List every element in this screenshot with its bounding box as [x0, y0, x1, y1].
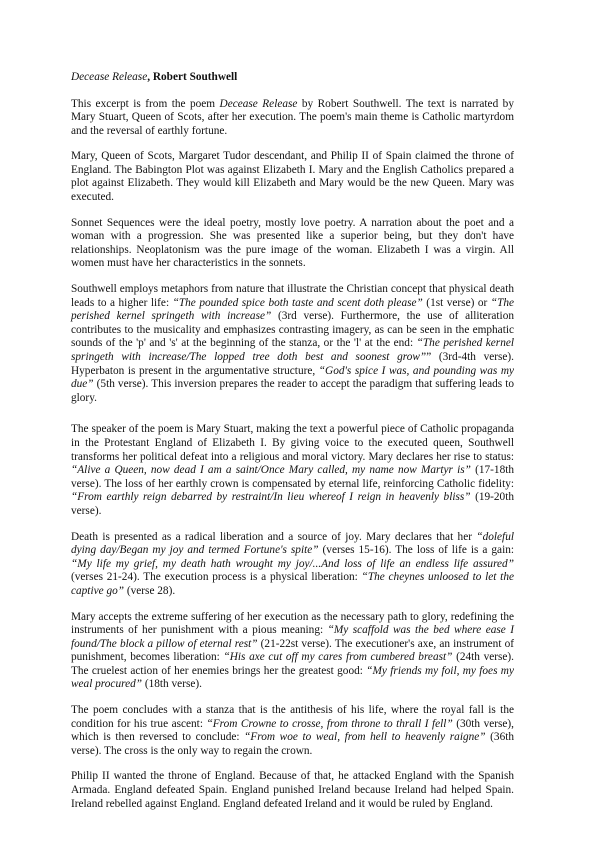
quote-text: “The perished kernel springeth with increase” — [71, 296, 515, 323]
quote-text: “From Crowne to crosse, from throne to thrall I fell” — [206, 717, 453, 730]
quote-text: “The cheynes unloosed to let the captive go” — [71, 571, 514, 597]
conclusion-paragraph — [71, 704, 514, 758]
body-text: Sonnet Sequences were the ideal poetry, mostly love poetry. A narration about the poet and a woman with a progression. She was presented like a superior being, but they don't have relationships. Neoplatonism was the pure image of the woman. Elizabeth I was a virgin. All women must have her characteristics in the sonnets. — [71, 216, 514, 270]
body-text: (30th verse), which is then reversed to conclude: — [71, 717, 515, 744]
quote-text: “doleful dying day/Began my joy and termed Fortune's spite” — [71, 530, 514, 557]
body-text: (5th verse). This inversion prepares the reader to accept the paradigm that suffering leads to glory. — [71, 378, 514, 404]
sonnet-sequences-paragraph — [71, 217, 514, 271]
quote-text: “The pounded spice both taste and scent doth please” — [172, 296, 423, 309]
body-text: This excerpt is from the poem — [71, 97, 220, 110]
suffering-glory-paragraph — [71, 611, 514, 693]
quote-text: “My scaffold was the bed where ease I found/The block a pillow of eternal rest” — [71, 624, 514, 650]
body-text: Death is presented as a radical liberation and a source of joy. Mary declares that her — [71, 530, 477, 543]
body-text: Mary, Queen of Scots, Margaret Tudor descendant, and Philip II of Spain claimed the throne of England. The Babington Plot was against Elizabeth I. Mary and the English Catholics prepared a plot against Elizabeth. They would kill Elizabeth and Mary would be the new Queen. Mary was executed. — [71, 150, 514, 204]
document-title — [71, 71, 514, 85]
body-text: (36th verse). The cross is the only way to regain the crown. — [71, 731, 515, 757]
author-name: Robert Southwell — [152, 71, 238, 83]
body-text: ” (3rd-4th verse). Hyperbaton is present in the argumentative structure, — [71, 351, 514, 377]
quote-text: Decease Release — [219, 97, 298, 110]
body-text: (verses 21-24). The execution process is a physical liberation: — [71, 571, 362, 584]
body-text: Southwell employs metaphors from nature that illustrate the Christian concept that physical death leads to a higher life: — [71, 283, 514, 309]
body-text: (24th verse). The cruelest action of her enemies brings her the greatest good: — [71, 651, 514, 677]
body-text: (verses 15-16). The loss of life is a gain: — [318, 544, 514, 557]
body-text: Philip II wanted the throne of England. Because of that, he attacked England with the Spanish Armada. England defeated Spain. England punished Ireland because Ireland had helped Spain. Ireland rebelled against England. England defeated Ireland and it would be ruled by England. — [71, 770, 514, 810]
quote-text: “My friends my foil, my foes my weal procured” — [71, 664, 514, 691]
quote-text: “Alive a Queen, now dead I am a saint/Once Mary called, my name now Martyr is” — [71, 464, 471, 477]
body-text: The speaker of the poem is Mary Stuart, making the text a powerful piece of Catholic propaganda in the Protestant England of Elizabeth I. By giving voice to the executed queen, Southwell transforms her political defeat into a religious and moral victory. Mary declares her rise to status: — [71, 423, 514, 463]
quote-text: “My life my grief, my death hath wrought my joy/...And loss of life an endless life assured” — [71, 557, 514, 570]
body-text: (1st verse) or — [422, 296, 491, 309]
historical-context-paragraph — [71, 150, 514, 204]
quote-text: “From woe to weal, from hell to heavenly raigne” — [244, 731, 486, 744]
body-text: (17-18th verse). The loss of her earthly crown is compensated by eternal life, reinforcing Catholic fidelity: — [71, 464, 514, 490]
quote-text: “God's spice I was, and pounding was my due” — [71, 364, 514, 391]
quote-text: “The perished kernel springeth with increase/The lopped tree doth best and soonest grow” — [71, 337, 514, 363]
body-text: (18th verse). — [142, 678, 202, 691]
intro-paragraph — [71, 98, 514, 139]
document-body — [71, 98, 514, 812]
death-liberation-paragraph — [71, 531, 514, 599]
philip-armada-paragraph — [71, 770, 514, 811]
body-text: The poem concludes with a stanza that is the antithesis of his life, where the royal fall is the condition for his true ascent: — [71, 704, 514, 730]
quote-text: “From earthly reign debarred by restraint/In lieu whereof I reign in heavenly bliss” — [71, 491, 471, 504]
body-text: (3rd verse). Furthermore, the use of alliteration contributes to the musicality and emphasizes contrasting imagery, as can be seen in the emphatic sounds of the 'p' and 's' at the beginning of the stanza, or the 'l' at the end: — [71, 310, 514, 350]
quote-text: “His axe cut off my cares from cumbered breast” — [223, 651, 453, 664]
body-text: Mary accepts the extreme suffering of her execution as the necessary path to glory, redefining the instruments of her punishment with a pious meaning: — [71, 610, 514, 637]
work-title: Decease Release — [71, 71, 148, 83]
speaker-paragraph — [71, 423, 514, 518]
metaphors-paragraph — [71, 283, 514, 405]
body-text: (19-20th verse). — [71, 491, 514, 517]
title-separator: , — [147, 71, 153, 83]
body-text: (verse 28). — [124, 584, 176, 597]
body-text: by Robert Southwell. The text is narrated by Mary Stuart, Queen of Scots, after her execution. The poem's main theme is Catholic martyrdom and the reversal of earthly fortune. — [71, 97, 514, 137]
body-text: (21-22st verse). The executioner's axe, an instrument of punishment, becomes liberation: — [71, 637, 514, 664]
